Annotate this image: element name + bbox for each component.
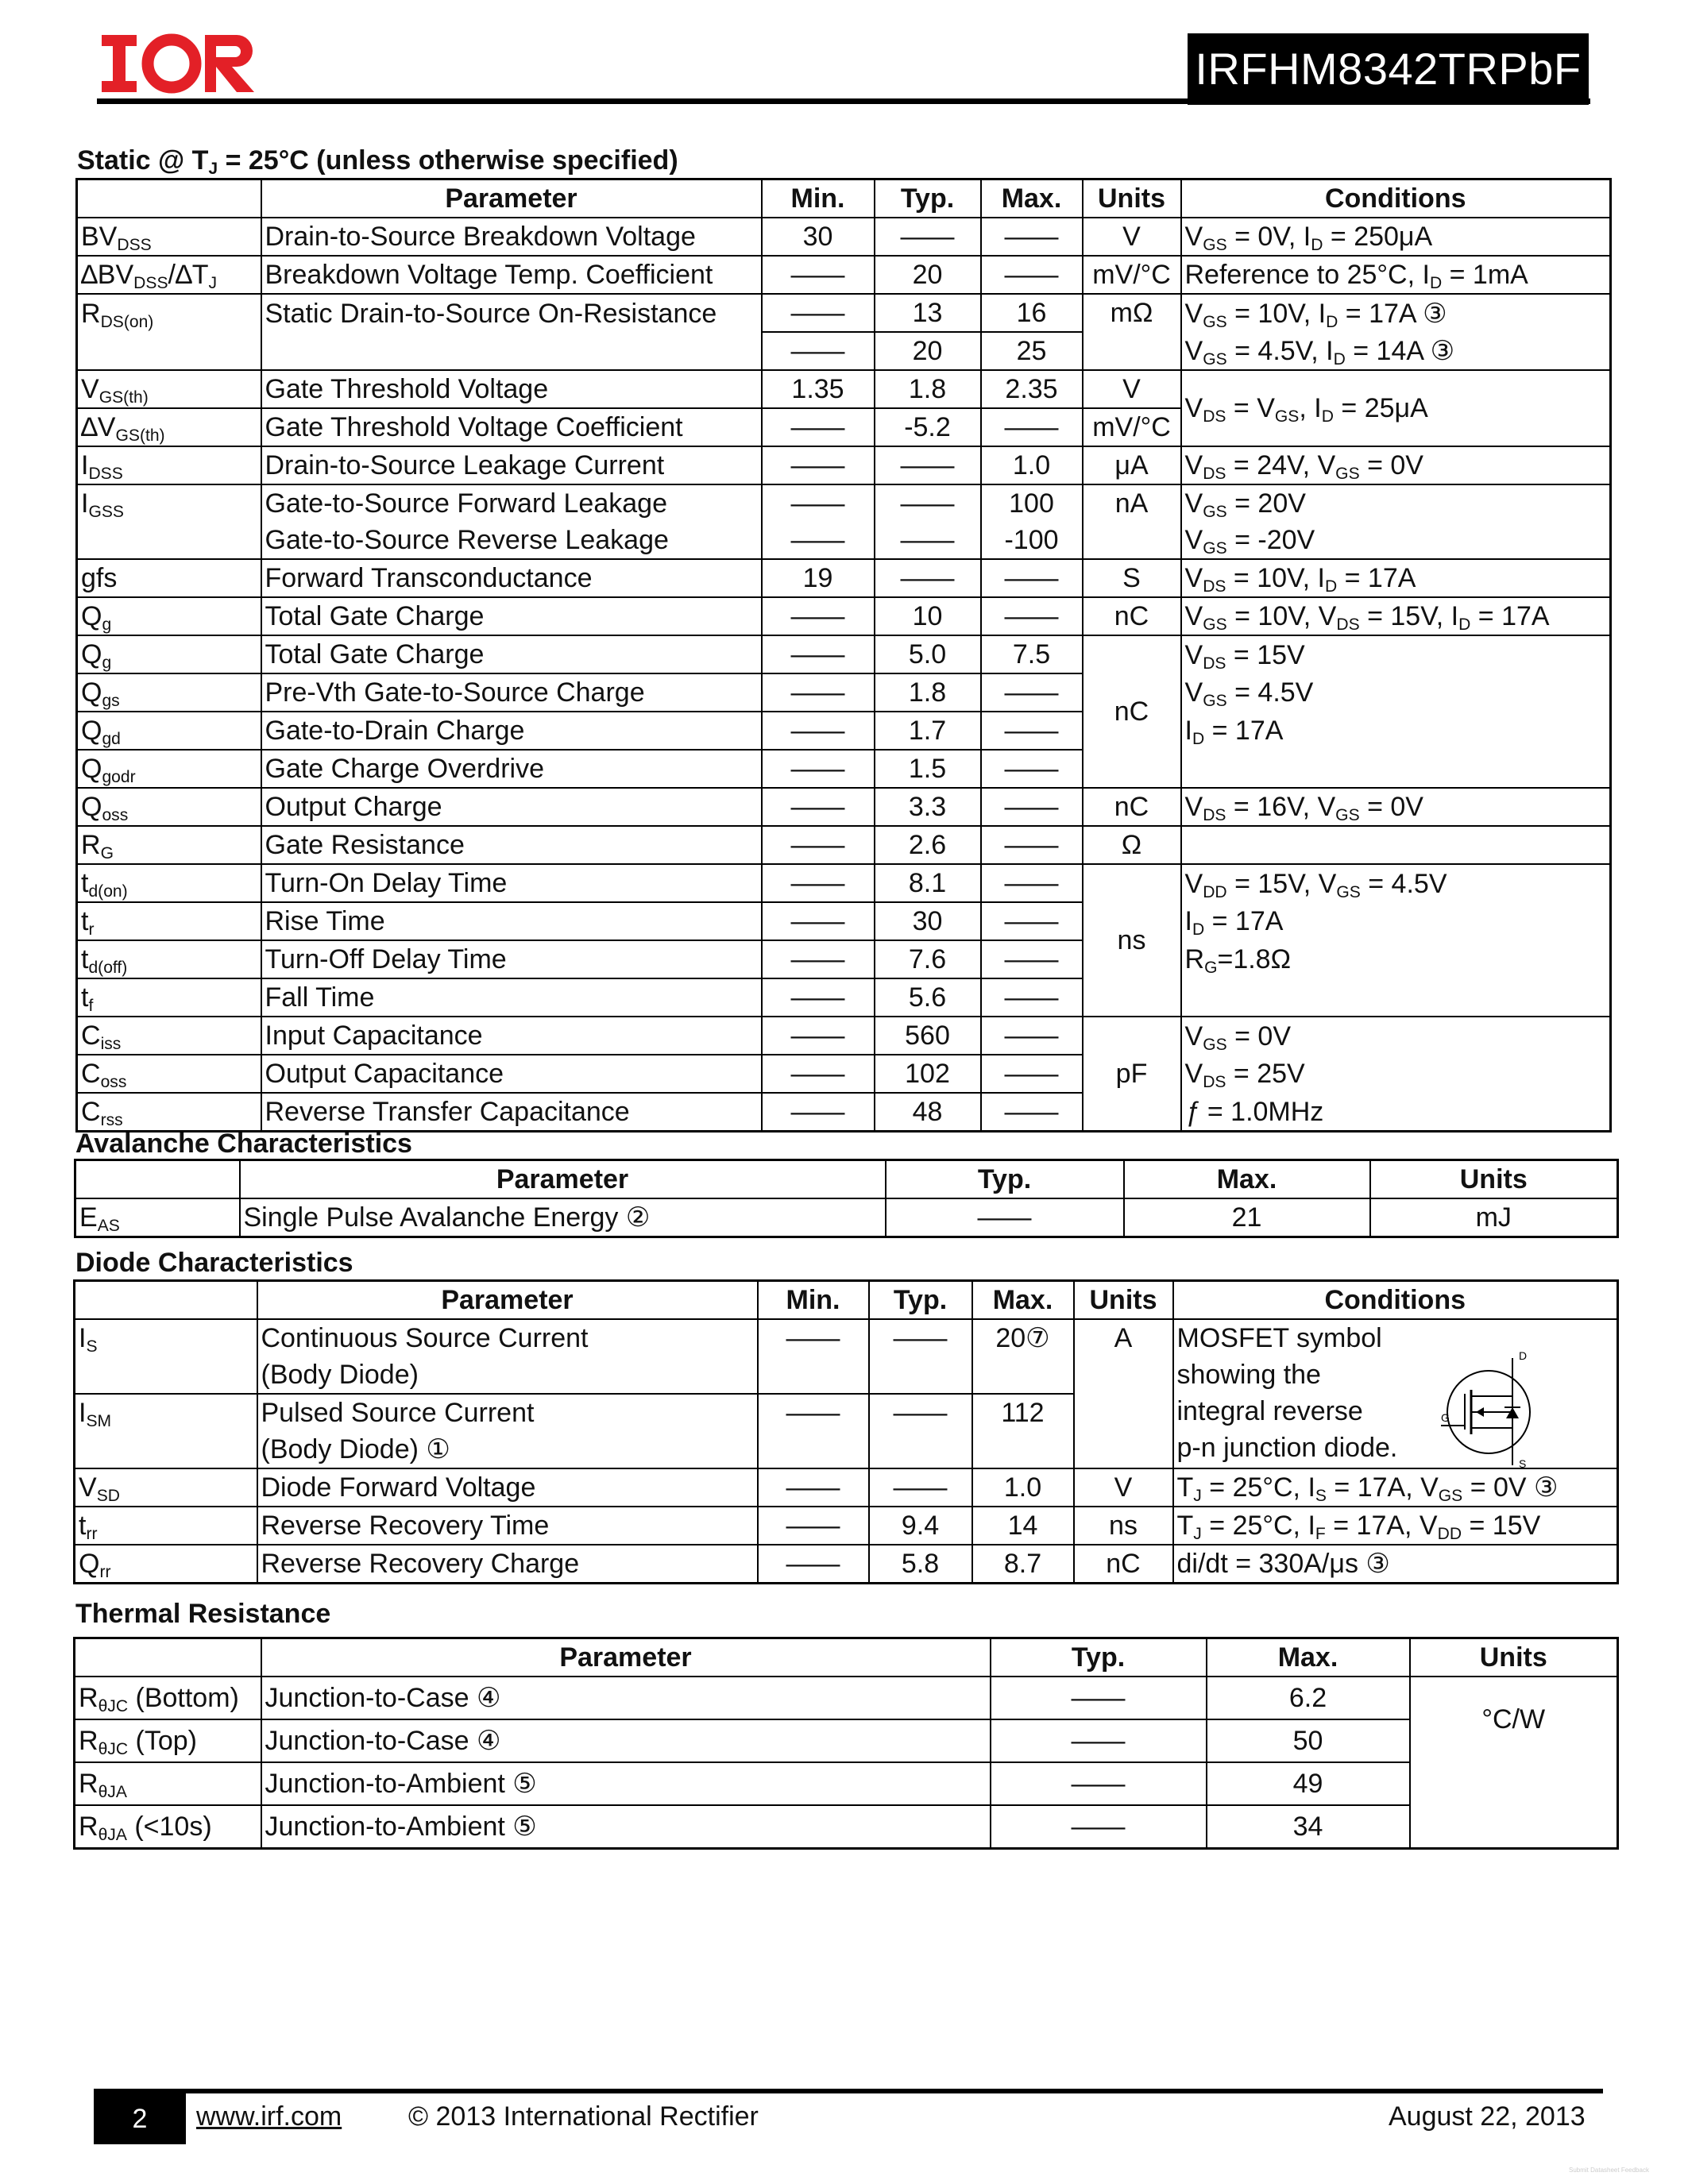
ir-logo bbox=[102, 33, 268, 97]
table-row: $Q_{rr}$ Reverse Recovery Charge —— 5.8 8.7 nC di/dt = 330A/μs ③ bbox=[75, 1545, 1618, 1584]
col-parameter: Parameter bbox=[261, 179, 762, 218]
static-section-title: Static @ $T_J = 25^\circ C$ (unless otherwise specified) bbox=[77, 145, 678, 178]
col-max: Max. bbox=[1207, 1638, 1410, 1677]
table-row: $Q_g$ Total Gate Charge —— 5.0 7.5 nC $V_{DS} = 15V$ bbox=[77, 635, 1611, 673]
parameter-cell: Gate-to-Source Forward Leakage bbox=[261, 484, 762, 522]
parameter-cell: Gate-to-Drain Charge bbox=[261, 712, 762, 750]
col-parameter: Parameter bbox=[257, 1281, 758, 1320]
diode-section-title: Diode Characteristics bbox=[75, 1248, 353, 1278]
table-header-row bbox=[77, 179, 1611, 218]
parameter-cell: Drain-to-Source Leakage Current bbox=[261, 446, 762, 484]
col-parameter: Parameter bbox=[240, 1160, 886, 1199]
table-row: $R_{\theta JA}$ Junction-to-Ambient ⑤ —— 49 bbox=[75, 1762, 1618, 1805]
diode-characteristics-table: Parameter Min. Typ. Max. Units Conditions $I_S$ Continuous Source Current —— —— 20⑦ A MOSFET symbol showing the integral reverse p-n junction diode. D G S (Body Diode) $I_{SM}$ Pulsed Source Current —— —— 112 (Body Diode) ① $V_{SD}$ Diode Forward Voltage —— —— 1.0 V $T_J = 25^\circ C$, $I_S = 17A$, $V_{GS} = 0V$ ③ $t_{rr}$ Reverse Recovery Time —— 9.4 14 ns $T_J = 25^\circ C$, $I_F = 17A$, $V_{DD} = 15V$ $Q_{rr}$ Reverse Recovery Charge —— 5.8 8.7 nC di/dt = 330A/μs ③ bbox=[73, 1279, 1619, 1584]
conditions-cell: $V_{GS} = 10V$, $I_D = 17A$ ③ bbox=[1181, 294, 1611, 332]
col-max: Max. bbox=[981, 179, 1083, 218]
parameter-cell: Rise Time bbox=[261, 902, 762, 940]
col-units: Units bbox=[1074, 1281, 1173, 1320]
table-row: $I_{GSS}$ Gate-to-Source Forward Leakage —— —— 100 nA $V_{GS} = 20V$ bbox=[77, 484, 1611, 522]
table-row: $\Delta V_{GS(th)}$ Gate Threshold Voltage Coefficient —— -5.2 —— mV/°C bbox=[77, 408, 1611, 446]
parameter-cell: Forward Transconductance bbox=[261, 559, 762, 597]
mosfet-symbol-cell: MOSFET symbol showing the integral reverse p-n junction diode. D G S bbox=[1173, 1319, 1618, 1468]
parameter-cell: Drain-to-Source Breakdown Voltage bbox=[261, 218, 762, 256]
table-row: $C_{iss}$ Input Capacitance —— 560 —— pF $V_{GS} = 0V$ bbox=[77, 1017, 1611, 1055]
table-row: $Q_{gs}$ Pre-Vth Gate-to-Source Charge —— 1.8 —— $V_{GS} = 4.5V$ bbox=[77, 673, 1611, 712]
symbol-cell: $Q_g$ bbox=[77, 597, 261, 635]
table-row: gfs Forward Transconductance 19 —— —— S $V_{DS} = 10V$, $I_D = 17A$ bbox=[77, 559, 1611, 597]
svg-text:S: S bbox=[1518, 1457, 1526, 1469]
table-row: $Q_g$ Total Gate Charge —— 10 —— nC $V_{GS} = 10V$, $V_{DS} = 15V$, $I_D = 17A$ bbox=[77, 597, 1611, 635]
symbol-cell: $t_r$ bbox=[77, 902, 261, 940]
col-units: Units bbox=[1083, 179, 1181, 218]
col-max: Max. bbox=[1124, 1160, 1370, 1199]
table-row: $t_{d(on)}$ Turn-On Delay Time —— 8.1 —— ns $V_{DD} = 15V$, $V_{GS} = 4.5V$ bbox=[77, 864, 1611, 902]
symbol-cell: $\Delta V_{GS(th)}$ bbox=[77, 408, 261, 446]
parameter-cell: Gate-to-Source Reverse Leakage bbox=[261, 522, 762, 559]
table-row: $t_{d(off)}$ Turn-Off Delay Time —— 7.6 —— $R_G=1.8\Omega$ bbox=[77, 940, 1611, 978]
table-row: $R_{\theta JC}$ (Top) Junction-to-Case ④ —— 50 bbox=[75, 1719, 1618, 1762]
thermal-resistance-table bbox=[73, 1637, 1619, 1850]
table-row: $Q_{oss}$ Output Charge —— 3.3 —— nC $V_{DS} = 16V$, $V_{GS} = 0V$ bbox=[77, 788, 1611, 826]
footer-rule bbox=[94, 2089, 1603, 2093]
symbol-cell: $C_{rss}$ bbox=[77, 1093, 261, 1132]
conditions-cell: $V_{DS} = 16V$, $V_{GS} = 0V$ bbox=[1181, 788, 1611, 826]
table-row: $t_{rr}$ Reverse Recovery Time —— 9.4 14 ns $T_J = 25^\circ C$, $I_F = 17A$, $V_{DD} = 15V$ bbox=[75, 1507, 1618, 1545]
conditions-cell: $V_{DS} = 10V$, $I_D = 17A$ bbox=[1181, 559, 1611, 597]
symbol-cell: $t_f$ bbox=[77, 978, 261, 1017]
units-cell: mΩ bbox=[1083, 294, 1181, 370]
parameter-cell: Fall Time bbox=[261, 978, 762, 1017]
static-characteristics-table bbox=[75, 178, 1612, 1133]
parameter-cell: Gate Resistance bbox=[261, 826, 762, 864]
symbol-cell bbox=[77, 332, 261, 370]
table-row: $t_f$ Fall Time —— 5.6 —— bbox=[77, 978, 1611, 1017]
symbol-cell: $t_{d(off)}$ bbox=[77, 940, 261, 978]
parameter-cell: Turn-Off Delay Time bbox=[261, 940, 762, 978]
conditions-cell: Reference to 25°C, $I_D = 1mA$ bbox=[1181, 256, 1611, 294]
table-row: —— 20 25 $V_{GS} = 4.5V$, $I_D = 14A$ ③ bbox=[77, 332, 1611, 370]
conditions-cell bbox=[1181, 978, 1611, 1017]
conditions-cell bbox=[1181, 750, 1611, 788]
conditions-cell bbox=[1181, 826, 1611, 864]
conditions-cell: $I_D = 17A$ bbox=[1181, 902, 1611, 940]
col-typ: Typ. bbox=[886, 1160, 1124, 1199]
avalanche-table bbox=[74, 1159, 1619, 1238]
col-typ: Typ. bbox=[869, 1281, 972, 1320]
parameter-cell bbox=[261, 332, 762, 370]
units-cell: mV/°C bbox=[1083, 408, 1181, 446]
col-typ: Typ. bbox=[875, 179, 981, 218]
thermal-units: °C/W bbox=[1410, 1677, 1618, 1849]
conditions-cell: $V_{DD} = 15V$, $V_{GS} = 4.5V$ bbox=[1181, 864, 1611, 902]
symbol-cell: $BV_{DSS}$ bbox=[77, 218, 261, 256]
parameter-cell: Static Drain-to-Source On-Resistance bbox=[261, 294, 762, 332]
symbol-cell: $C_{oss}$ bbox=[77, 1055, 261, 1093]
symbol-cell: $Q_{gd}$ bbox=[77, 712, 261, 750]
parameter-cell: Output Charge bbox=[261, 788, 762, 826]
units-cell: V bbox=[1083, 218, 1181, 256]
table-row: $V_{SD}$ Diode Forward Voltage —— —— 1.0 V $T_J = 25^\circ C$, $I_S = 17A$, $V_{GS} = 0V$ ③ bbox=[75, 1468, 1618, 1507]
col-typ: Typ. bbox=[991, 1638, 1207, 1677]
symbol-cell: $Q_{gs}$ bbox=[77, 673, 261, 712]
col-max: Max. bbox=[972, 1281, 1074, 1320]
feedback-watermark: Submit Datasheet Feedback bbox=[1569, 2167, 1649, 2174]
col-parameter: Parameter bbox=[261, 1638, 991, 1677]
table-row: $C_{oss}$ Output Capacitance —— 102 —— $V_{DS} = 25V$ bbox=[77, 1055, 1611, 1093]
units-cell: V bbox=[1083, 370, 1181, 408]
page-number: 2 bbox=[94, 2093, 186, 2144]
parameter-cell: Reverse Transfer Capacitance bbox=[261, 1093, 762, 1132]
conditions-cell: $V_{GS} = 4.5V$, $I_D = 14A$ ③ bbox=[1181, 332, 1611, 370]
parameter-cell: Input Capacitance bbox=[261, 1017, 762, 1055]
conditions-cell: ƒ = 1.0MHz bbox=[1181, 1093, 1611, 1132]
col-conditions: Conditions bbox=[1173, 1281, 1618, 1320]
symbol-cell: gfs bbox=[77, 559, 261, 597]
table-row: Gate-to-Source Reverse Leakage —— —— -100 $V_{GS} = -20V$ bbox=[77, 522, 1611, 559]
conditions-cell: $V_{GS} = 0V$, $I_D = 250\mu A$ bbox=[1181, 218, 1611, 256]
parameter-cell: Gate Threshold Voltage Coefficient bbox=[261, 408, 762, 446]
symbol-cell: $\Delta BV_{DSS}/\Delta T_J$ bbox=[77, 256, 261, 294]
conditions-cell: $V_{DS} = V_{GS}$, $I_D = 25\mu A$ bbox=[1181, 370, 1611, 446]
symbol-cell: $R_{DS(on)}$ bbox=[77, 294, 261, 332]
conditions-cell: $V_{GS} = 4.5V$ bbox=[1181, 673, 1611, 712]
symbol-cell: $Q_g$ bbox=[77, 635, 261, 673]
table-row: $V_{GS(th)}$ Gate Threshold Voltage 1.35 1.8 2.35 V $V_{DS} = V_{GS}$, $I_D = 25\mu A$ bbox=[77, 370, 1611, 408]
symbol-cell: $Q_{oss}$ bbox=[77, 788, 261, 826]
col-units: Units bbox=[1410, 1638, 1618, 1677]
footer-date: August 22, 2013 bbox=[1389, 2101, 1586, 2132]
conditions-cell: $V_{DS} = 24V$, $V_{GS} = 0V$ bbox=[1181, 446, 1611, 484]
col-units: Units bbox=[1370, 1160, 1618, 1199]
svg-text:D: D bbox=[1518, 1350, 1527, 1362]
table-row: $I_{SM}$ Pulsed Source Current —— —— 112 bbox=[75, 1394, 1618, 1431]
symbol-cell: $Q_{godr}$ bbox=[77, 750, 261, 788]
table-row: $\Delta BV_{DSS}/\Delta T_J$ Breakdown Voltage Temp. Coefficient —— 20 —— mV/°C Reference to 25°C, $I_D = 1mA$ bbox=[77, 256, 1611, 294]
symbol-cell: $I_{DSS}$ bbox=[77, 446, 261, 484]
units-cell: mV/°C bbox=[1083, 256, 1181, 294]
table-row: $BV_{DSS}$ Drain-to-Source Breakdown Voltage 30 —— —— V $V_{GS} = 0V$, $I_D = 250\mu A$ bbox=[77, 218, 1611, 256]
avalanche-section-title: Avalanche Characteristics bbox=[75, 1129, 412, 1159]
mosfet-symbol-icon bbox=[1441, 1350, 1544, 1469]
table-row: $R_{DS(on)}$ Static Drain-to-Source On-Resistance —— 13 16 mΩ $V_{GS} = 10V$, $I_D = 17A$ ③ bbox=[77, 294, 1611, 332]
units-cell: pF bbox=[1083, 1017, 1181, 1132]
parameter-cell: Total Gate Charge bbox=[261, 597, 762, 635]
svg-text:G: G bbox=[1440, 1411, 1450, 1424]
symbol-cell: $t_{d(on)}$ bbox=[77, 864, 261, 902]
table-row: $R_G$ Gate Resistance —— 2.6 —— Ω bbox=[77, 826, 1611, 864]
table-row: $Q_{godr}$ Gate Charge Overdrive —— 1.5 —— bbox=[77, 750, 1611, 788]
conditions-cell: $I_D = 17A$ bbox=[1181, 712, 1611, 750]
units-cell: Ω bbox=[1083, 826, 1181, 864]
footer-copyright: © 2013 International Rectifier bbox=[408, 2101, 759, 2132]
symbol-cell: $V_{GS(th)}$ bbox=[77, 370, 261, 408]
conditions-cell: $V_{GS} = 10V$, $V_{DS} = 15V$, $I_D = 17A$ bbox=[1181, 597, 1611, 635]
table-row: $I_S$ Continuous Source Current —— —— 20⑦ A MOSFET symbol showing the integral reverse p-n junction diode. D G S bbox=[75, 1319, 1618, 1356]
col-min: Min. bbox=[762, 179, 875, 218]
parameter-cell: Breakdown Voltage Temp. Coefficient bbox=[261, 256, 762, 294]
units-cell: nA bbox=[1083, 484, 1181, 559]
parameter-cell: Turn-On Delay Time bbox=[261, 864, 762, 902]
parameter-cell: Total Gate Charge bbox=[261, 635, 762, 673]
conditions-cell: $V_{GS} = 20V$ bbox=[1181, 484, 1611, 522]
symbol-eas: $E_{AS}$ bbox=[75, 1198, 240, 1237]
table-row: $R_{\theta JC}$ (Bottom) Junction-to-Case ④ —— 6.2 °C/W bbox=[75, 1677, 1618, 1719]
symbol-cell: $I_{GSS}$ bbox=[77, 484, 261, 522]
parameter-cell: Pre-Vth Gate-to-Source Charge bbox=[261, 673, 762, 712]
parameter-cell: Gate Threshold Voltage bbox=[261, 370, 762, 408]
units-cell: nC bbox=[1083, 597, 1181, 635]
col-conditions: Conditions bbox=[1181, 179, 1611, 218]
table-row: $Q_{gd}$ Gate-to-Drain Charge —— 1.7 —— $I_D = 17A$ bbox=[77, 712, 1611, 750]
symbol-cell bbox=[77, 522, 261, 559]
symbol-cell: $R_G$ bbox=[77, 826, 261, 864]
units-cell: nC bbox=[1083, 635, 1181, 788]
footer-url-link[interactable]: www.irf.com bbox=[196, 2101, 342, 2132]
units-cell: μA bbox=[1083, 446, 1181, 484]
table-row: $C_{rss}$ Reverse Transfer Capacitance —— 48 —— ƒ = 1.0MHz bbox=[77, 1093, 1611, 1132]
conditions-cell: $R_G=1.8\Omega$ bbox=[1181, 940, 1611, 978]
conditions-cell: $V_{DS} = 15V$ bbox=[1181, 635, 1611, 673]
parameter-cell: Output Capacitance bbox=[261, 1055, 762, 1093]
conditions-cell: $V_{GS} = -20V$ bbox=[1181, 522, 1611, 559]
param-avalanche-energy: Single Pulse Avalanche Energy ② bbox=[240, 1198, 886, 1237]
conditions-cell: $V_{DS} = 25V$ bbox=[1181, 1055, 1611, 1093]
units-cell: nC bbox=[1083, 788, 1181, 826]
symbol-cell: $C_{iss}$ bbox=[77, 1017, 261, 1055]
units-cell: ns bbox=[1083, 864, 1181, 1017]
table-row: $E_{AS}$ Single Pulse Avalanche Energy ② —— 21 mJ bbox=[75, 1198, 1618, 1237]
conditions-cell: $V_{GS} = 0V$ bbox=[1181, 1017, 1611, 1055]
part-number-banner: IRFHM8342TRPbF bbox=[1188, 33, 1589, 105]
header-rule bbox=[97, 98, 1590, 104]
table-row: $R_{\theta JA}$ (<10s) Junction-to-Ambient ⑤ —— 34 bbox=[75, 1805, 1618, 1849]
table-row: $I_{DSS}$ Drain-to-Source Leakage Current —— —— 1.0 μA $V_{DS} = 24V$, $V_{GS} = 0V$ bbox=[77, 446, 1611, 484]
units-cell: S bbox=[1083, 559, 1181, 597]
table-row: $t_r$ Rise Time —— 30 —— $I_D = 17A$ bbox=[77, 902, 1611, 940]
col-min: Min. bbox=[758, 1281, 869, 1320]
parameter-cell: Gate Charge Overdrive bbox=[261, 750, 762, 788]
thermal-section-title: Thermal Resistance bbox=[75, 1599, 331, 1629]
